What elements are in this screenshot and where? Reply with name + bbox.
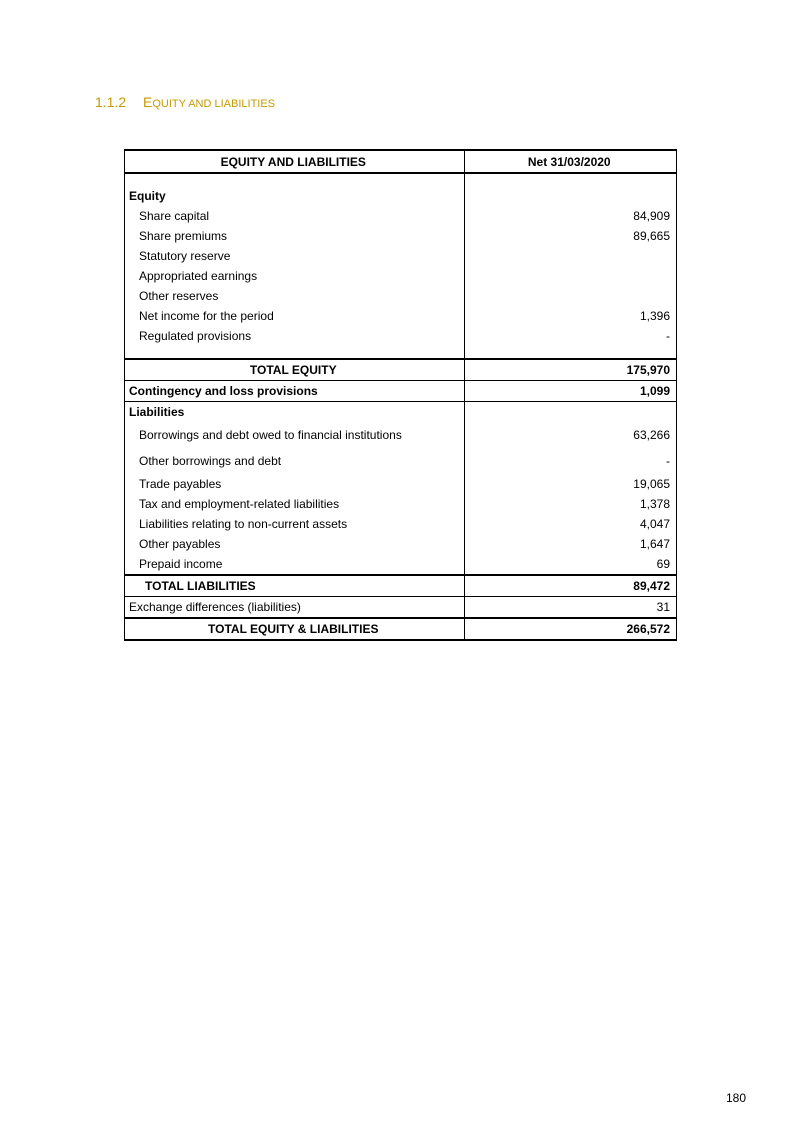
equity-liabilities-table [124,149,677,641]
contingency-row [125,381,677,402]
equity-title: Equity [125,186,465,206]
table-row [125,554,677,575]
header-label: EQUITY AND LIABILITIES [125,150,465,173]
row-value [464,246,677,266]
row-label: Trade payables [125,474,465,494]
total-equity-row [125,359,677,381]
equity-title-row [125,186,677,206]
header-value: Net 31/03/2020 [464,150,677,173]
table-row [125,494,677,514]
exchange-differences-value: 31 [464,597,677,619]
row-label: Tax and employment-related liabilities [125,494,465,514]
row-value: 89,665 [464,226,677,246]
total-equity-value: 175,970 [464,359,677,381]
grand-total-label: TOTAL EQUITY & LIABILITIES [125,618,465,640]
row-label: Other borrowings and debt [125,448,465,474]
row-value [464,286,677,306]
row-value: 63,266 [464,422,677,448]
exchange-differences-row [125,597,677,619]
row-label: Regulated provisions [125,326,465,346]
table-header-row [125,150,677,173]
row-value: 4,047 [464,514,677,534]
grand-total-row [125,618,677,640]
row-value: - [464,448,677,474]
section-title-rest: QUITY AND LIABILITIES [152,98,276,110]
table-row [125,266,677,286]
row-label: Other payables [125,534,465,554]
spacer-row [125,173,677,186]
table-row [125,326,677,346]
contingency-label: Contingency and loss provisions [125,381,465,402]
row-label: Statutory reserve [125,246,465,266]
table-row [125,474,677,494]
row-value: 19,065 [464,474,677,494]
row-value: 1,396 [464,306,677,326]
row-value: 69 [464,554,677,575]
contingency-value: 1,099 [464,381,677,402]
page-number: 180 [726,1091,747,1105]
row-value: 1,378 [464,494,677,514]
total-liabilities-row [125,575,677,597]
section-number: 1.1.2 [95,94,127,110]
row-label: Appropriated earnings [125,266,465,286]
row-label: Share premiums [125,226,465,246]
exchange-differences-label: Exchange differences (liabilities) [125,597,465,619]
grand-total-value: 266,572 [464,618,677,640]
section-heading [95,94,275,110]
row-value: 84,909 [464,206,677,226]
table-row [125,246,677,266]
liabilities-title: Liabilities [125,402,465,423]
row-value: - [464,326,677,346]
table-row [125,306,677,326]
table-row [125,448,677,474]
table-row [125,534,677,554]
table-row [125,514,677,534]
table-row [125,286,677,306]
table-row [125,422,677,448]
liabilities-title-row [125,402,677,423]
section-title-initial: E [143,94,153,110]
row-value [464,266,677,286]
row-label: Prepaid income [125,554,465,575]
total-liabilities-label: TOTAL LIABILITIES [125,575,465,597]
table-row [125,226,677,246]
row-label: Liabilities relating to non-current assets [125,514,465,534]
row-label: Borrowings and debt owed to financial institutions [125,422,465,448]
row-label: Share capital [125,206,465,226]
row-label: Net income for the period [125,306,465,326]
table-row [125,206,677,226]
total-equity-label: TOTAL EQUITY [125,359,465,381]
row-label: Other reserves [125,286,465,306]
row-value: 1,647 [464,534,677,554]
spacer-row [125,346,677,359]
total-liabilities-value: 89,472 [464,575,677,597]
